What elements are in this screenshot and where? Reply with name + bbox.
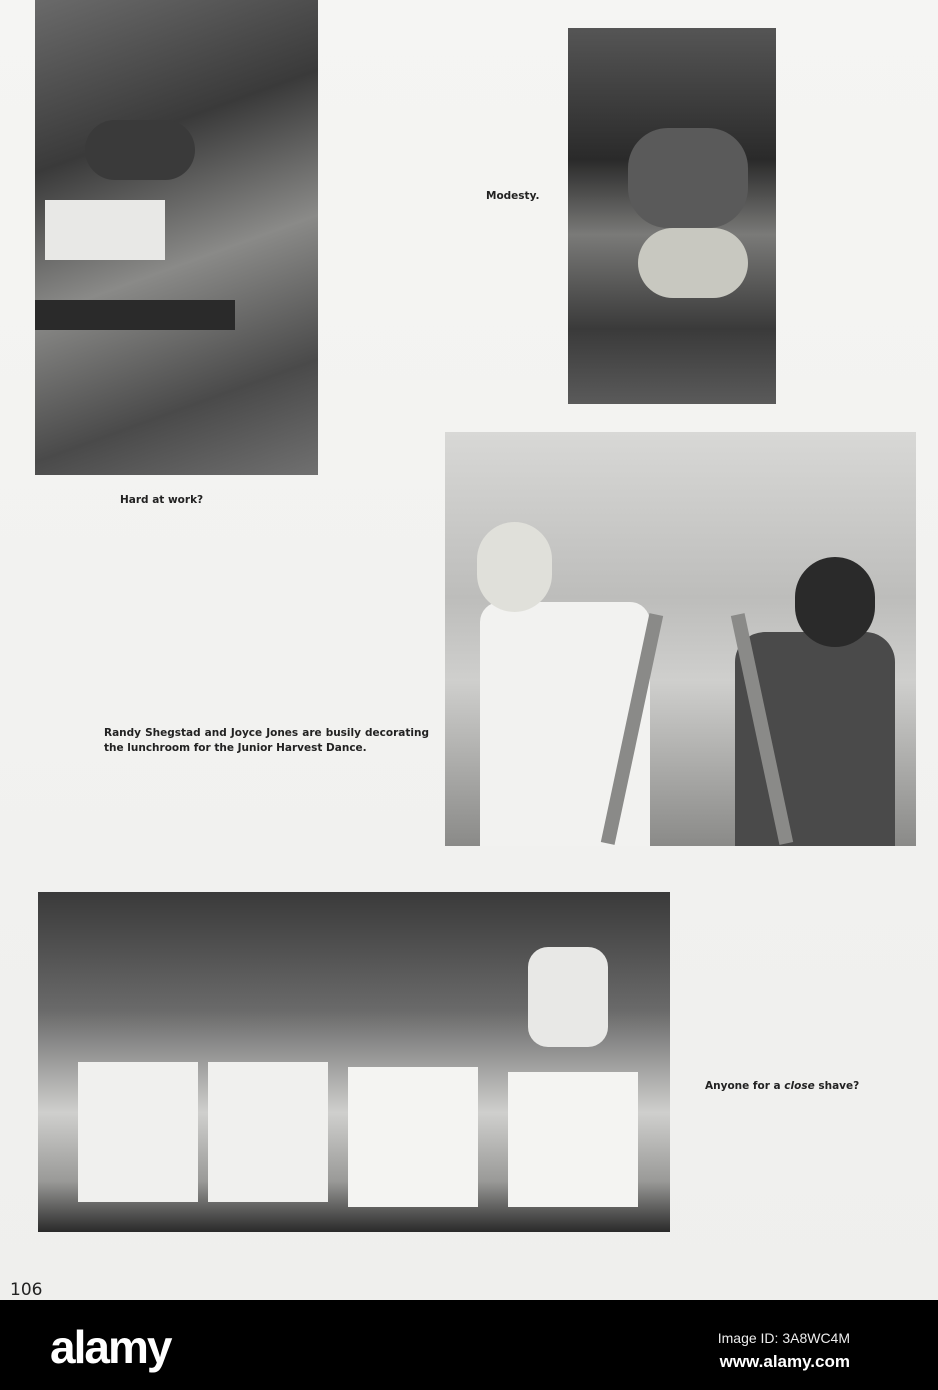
caption-text: Anyone for a xyxy=(705,1080,785,1092)
photo-close-shave xyxy=(38,892,670,1232)
photo-modesty-students xyxy=(568,28,776,404)
page-number: 106 xyxy=(10,1280,43,1300)
caption-text: shave? xyxy=(814,1080,860,1092)
watermark-bar xyxy=(0,1300,938,1390)
caption-hard-at-work: Hard at work? xyxy=(120,494,204,506)
caption-decorating: Randy Shegstad and Joyce Jones are busily decorating the lunchroom for the Junior Harvest Dance. xyxy=(104,727,429,754)
caption-emphasis: close xyxy=(784,1080,815,1092)
alamy-logo: alamy xyxy=(50,1321,171,1373)
photo-student-sleeping-at-desk xyxy=(35,0,318,475)
watermark-url: www.alamy.com xyxy=(719,1352,850,1371)
photo-decorating-lunchroom xyxy=(445,432,916,846)
caption-close-shave xyxy=(705,1079,859,1094)
caption-modesty: Modesty. xyxy=(486,190,540,202)
image-id: Image ID: 3A8WC4M xyxy=(717,1330,850,1346)
